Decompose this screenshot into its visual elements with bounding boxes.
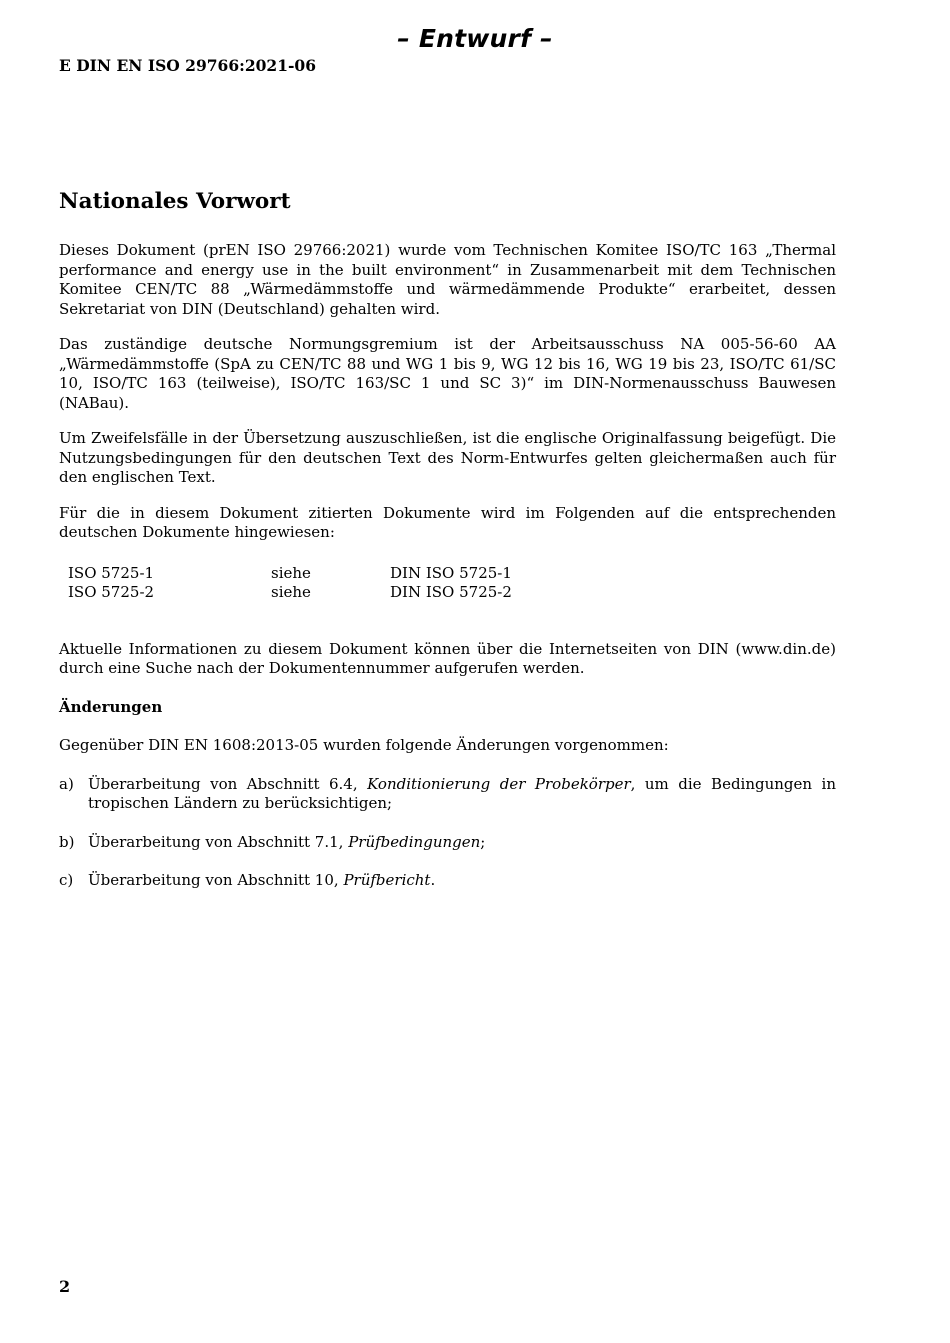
list-marker: b) (59, 832, 75, 851)
change-text-suffix: ; (480, 832, 486, 851)
list-marker: c) (59, 871, 74, 889)
info-paragraph: Aktuelle Informationen zu diesem Dokument können über die Internetseiten von DIN (www.din.de) durch eine Suche nach der Dokumentennummer aufgerufen werden. (59, 639, 836, 677)
list-marker: a) (59, 774, 74, 793)
list-item (59, 871, 836, 891)
page-number: 2 (59, 1277, 71, 1296)
reference-relation: siehe (271, 563, 311, 582)
change-section-title: Prüfbedingungen (348, 832, 481, 851)
change-text-suffix: . (430, 871, 436, 889)
list-item (59, 833, 836, 853)
change-section-title: Prüfbericht (343, 871, 431, 889)
reference-iso: ISO 5725-2 (68, 583, 155, 601)
reference-iso: ISO 5725-1 (68, 563, 155, 582)
paragraph: Für die in diesem Dokument zitierten Dokumente wird im Folgenden auf die entsprechenden deutschen Dokumente hingewiesen: (59, 503, 836, 541)
reference-din: DIN ISO 5725-2 (390, 583, 512, 601)
reference-relation: siehe (271, 583, 311, 601)
paragraph: Das zuständige deutsche Normungsgremium ist der Arbeitsausschuss NA 005-56-60 AA „Wärmedämmstoffe (SpA zu CEN/TC 88 und WG 1 bis 9, WG 12 bis 16, WG 19 bis 23, ISO/TC 61/SC 10, ISO/TC 163 (teilweise), ISO/TC 163/SC 1 und SC 3)“ im DIN-Normenausschuss Bauwesen (NABau). (59, 335, 836, 412)
changes-intro: Gegenüber DIN EN 1608:2013-05 wurden folgende Änderungen vorgenommen: (59, 736, 669, 754)
draft-watermark-label: – Entwurf – (397, 24, 553, 53)
changes-heading: Änderungen (59, 697, 163, 716)
change-text-suffix: , um die Bedingungen in tropischen Ländern zu berücksichtigen; (88, 774, 837, 812)
change-text: Überarbeitung von Abschnitt 10, (88, 871, 344, 889)
change-text: Überarbeitung von Abschnitt 6.4, (88, 774, 368, 793)
paragraph: Dieses Dokument (prEN ISO 29766:2021) wurde vom Technischen Komitee ISO/TC 163 „Thermal performance and energy use in the built environment“ in Zusammenarbeit mit dem Technischen Komitee CEN/TC 88 „Wärmedämmstoffe und wärmedämmende Produkte“ erarbeitet, dessen Sekretariat von DIN (Deutschland) gehalten wird. (59, 241, 836, 318)
section-title: Nationales Vorwort (59, 189, 291, 214)
table-row (68, 564, 512, 584)
paragraph: Um Zweifelsfälle in der Übersetzung auszuschließen, ist die englische Originalfassung beigefügt. Die Nutzungsbedingungen für den deutschen Text des Norm-Entwurfes gelten gleichermaßen auch für den englischen Text. (59, 429, 836, 486)
reference-table (68, 564, 512, 603)
page-content (59, 188, 836, 910)
reference-din: DIN ISO 5725-1 (390, 563, 512, 582)
change-section-title: Konditionierung der Probekörper (367, 774, 631, 793)
change-text: Überarbeitung von Abschnitt 7.1, (88, 832, 349, 851)
document-id: E DIN EN ISO 29766:2021-06 (59, 56, 316, 75)
table-row (68, 583, 512, 603)
list-item (59, 775, 836, 814)
